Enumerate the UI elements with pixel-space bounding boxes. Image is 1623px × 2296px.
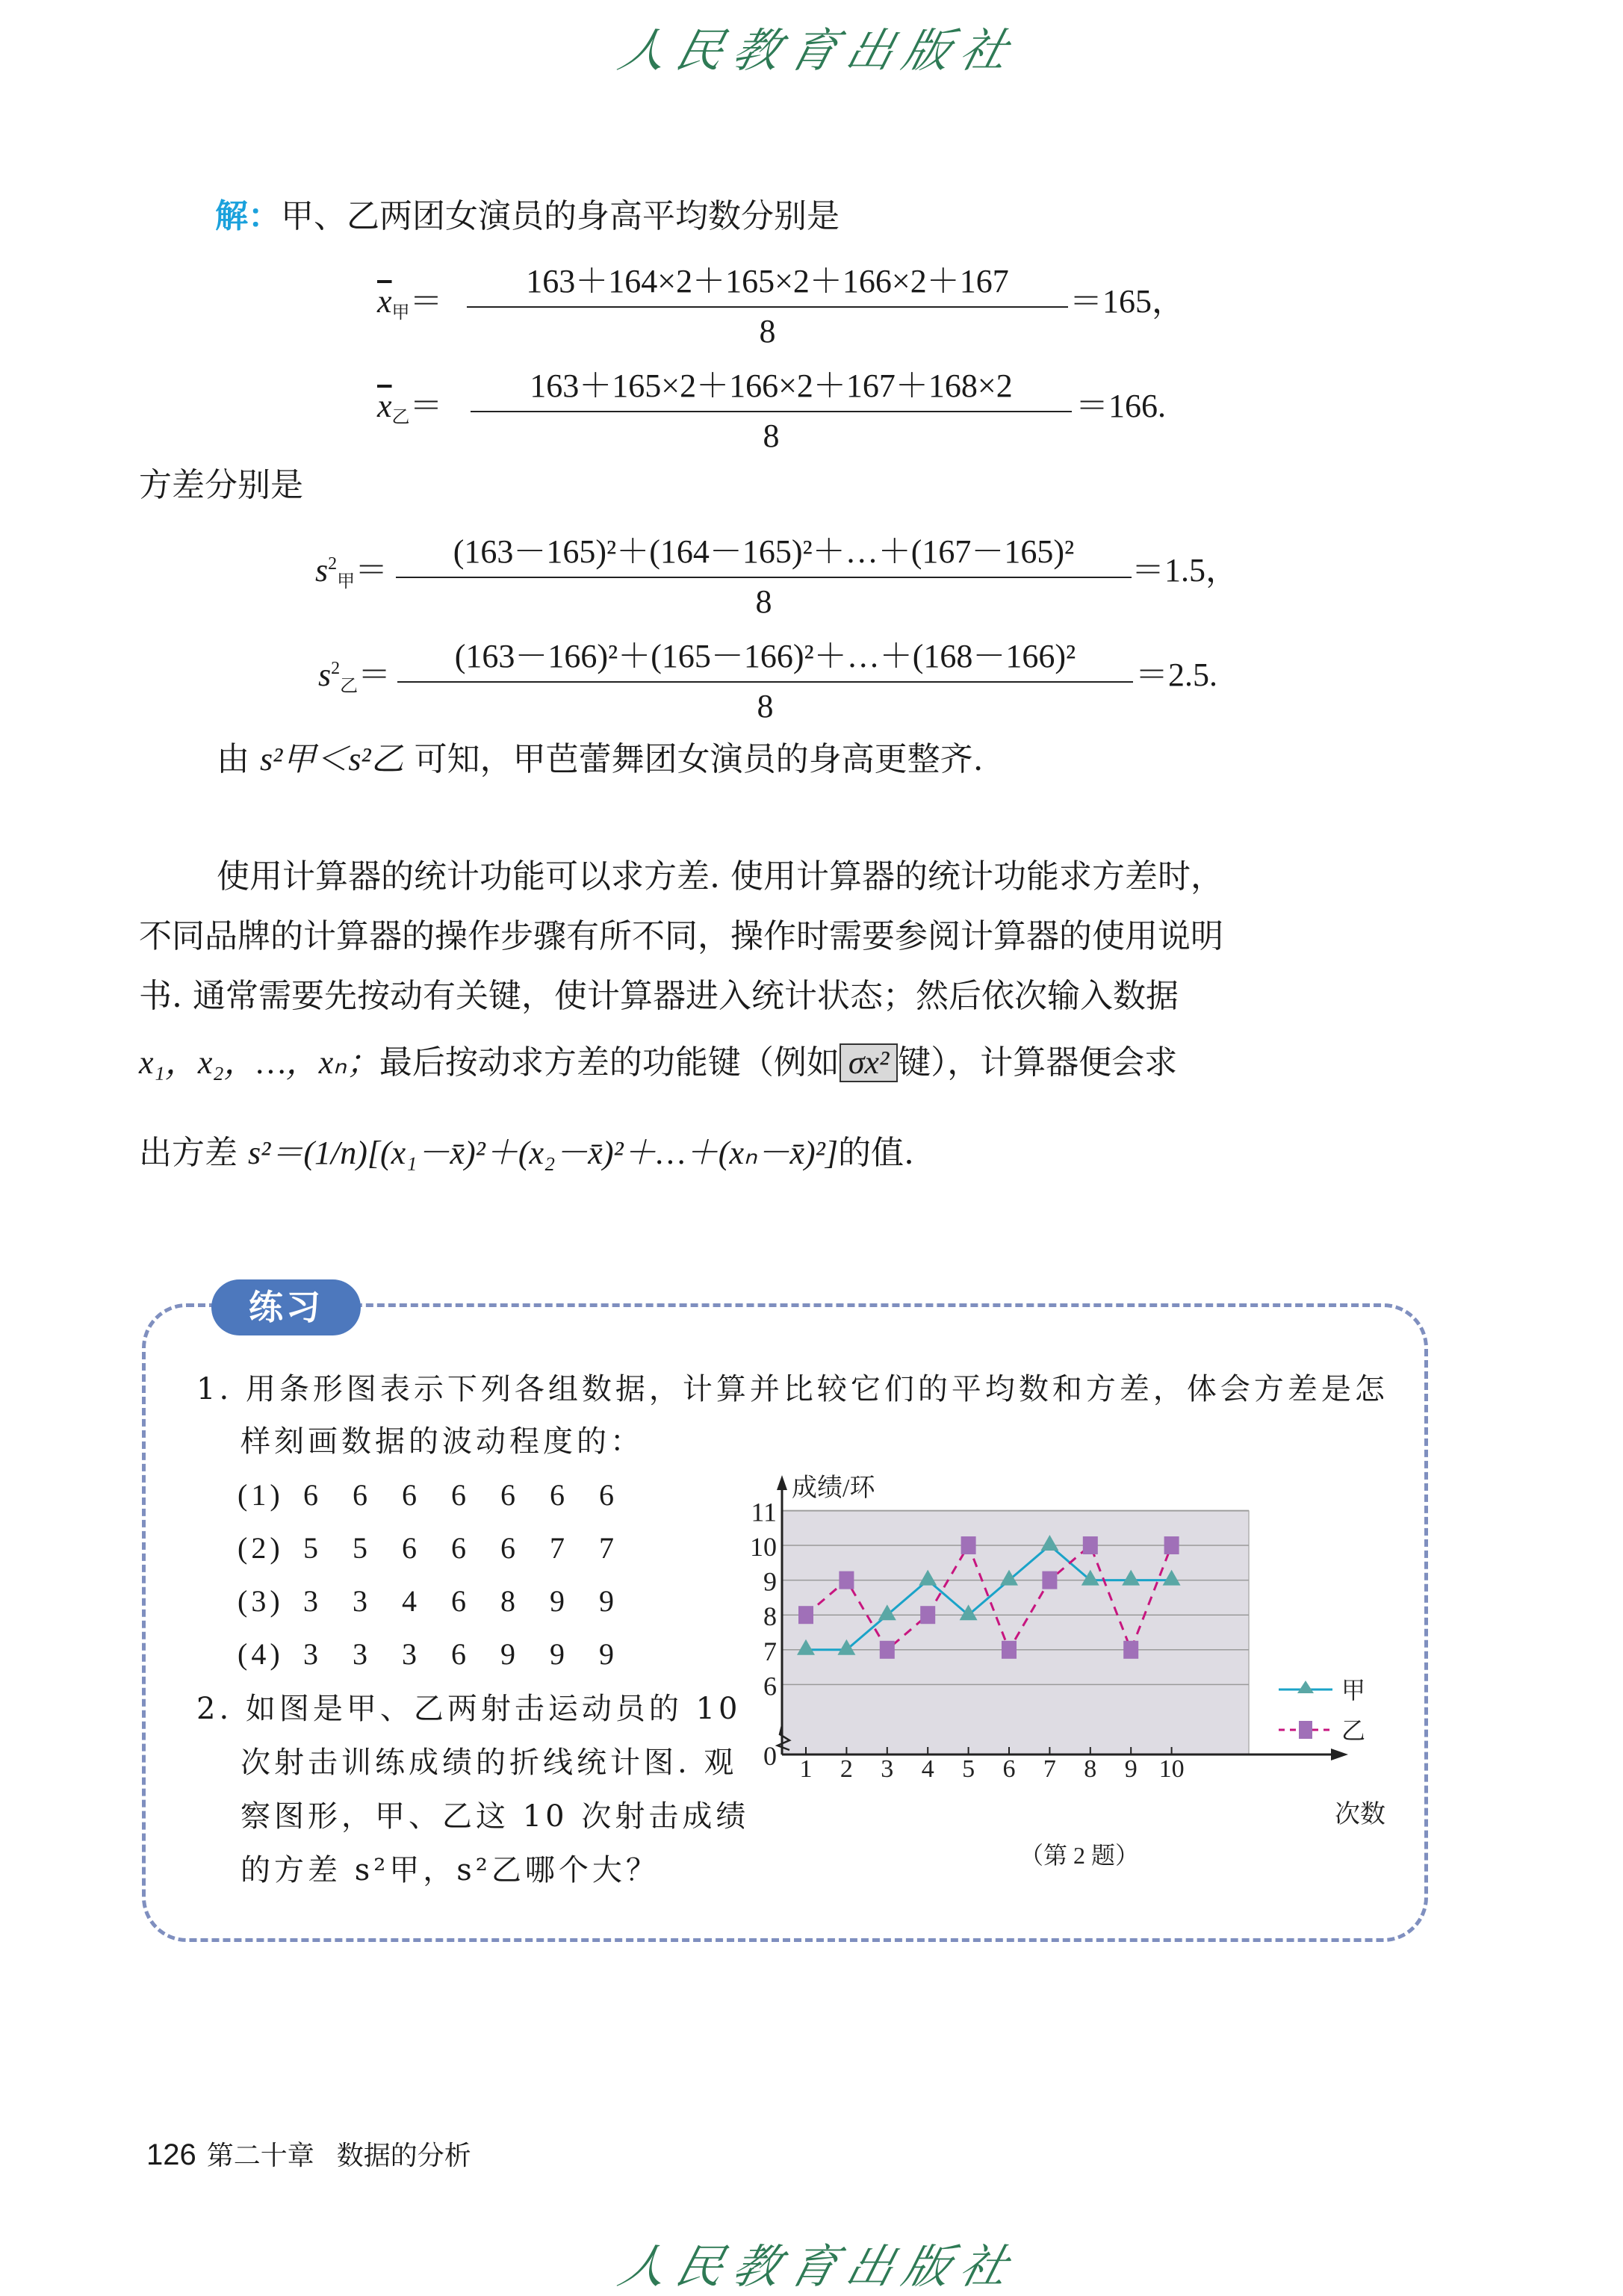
square-marker-icon — [798, 1606, 813, 1624]
data-value: 6 — [451, 1584, 470, 1618]
square-marker-icon — [1123, 1641, 1138, 1659]
y-axis-label: 成绩/环 — [792, 1474, 875, 1502]
x-tick-label: 1 — [799, 1755, 813, 1783]
data-value: 6 — [500, 1478, 519, 1512]
var-yi-result: ＝2.5. — [1135, 657, 1217, 693]
data-value: 6 — [402, 1478, 421, 1512]
legend-square-icon — [1299, 1721, 1312, 1739]
question-2-line-2: 次射击训练成绩的折线统计图. 观 — [240, 1746, 738, 1780]
mean-jia-lhs: $\overline{x}_甲=$ — [377, 283, 443, 323]
square-marker-icon — [961, 1536, 976, 1554]
square-marker-icon — [920, 1606, 935, 1624]
section-label: 数据的分析 — [336, 2141, 471, 2171]
square-marker-icon — [839, 1571, 854, 1589]
page-number: 126 — [146, 2138, 196, 2171]
mean-yi-fraction: 163＋165×2＋166×2＋167＋168×2 8 — [471, 359, 1072, 455]
x-tick-label: 2 — [840, 1755, 853, 1783]
data-value: 6 — [402, 1531, 421, 1565]
data-set-label: (2) — [238, 1531, 284, 1565]
square-marker-icon — [880, 1641, 895, 1659]
data-value: 3 — [303, 1637, 322, 1671]
var-jia-fraction: (163－165)²＋(164－165)²＋…＋(167－165)² 8 — [396, 524, 1132, 621]
solution-label: 解： — [215, 197, 281, 235]
var-jia-lhs: $s^2_甲=$ — [315, 552, 388, 592]
y-tick-label: 9 — [763, 1566, 777, 1597]
sigma-x-squared-key: σx² — [840, 1043, 898, 1082]
data-value: 3 — [353, 1584, 371, 1618]
square-marker-icon — [1164, 1536, 1179, 1554]
paragraph-line-5: 出方差 s²＝(1/n)[(x₁－x̄)²＋(x₂－x̄)²＋…＋(xₙ－x̄)²]的值. — [139, 1134, 915, 1172]
y-tick-label: 10 — [750, 1532, 777, 1562]
y-tick-label: 8 — [763, 1601, 777, 1632]
exercise-badge: 练习 — [211, 1279, 361, 1335]
legend-triangle-icon — [1297, 1681, 1314, 1693]
x-tick-label: 7 — [1043, 1755, 1056, 1783]
page-footer — [146, 2135, 471, 2173]
y-tick-label: 11 — [751, 1497, 777, 1527]
var-yi-fraction: (163－166)²＋(165－166)²＋…＋(168－166)² 8 — [397, 629, 1133, 725]
data-value: 4 — [402, 1584, 421, 1618]
conclusion-math: s²甲＜s²乙 — [260, 741, 404, 778]
y-tick-label: 6 — [763, 1671, 777, 1701]
data-value: 6 — [353, 1478, 371, 1512]
solution-conclusion: 由 s²甲＜s²乙 可知，甲芭蕾舞团女演员的身高更整齐. — [217, 740, 984, 778]
square-marker-icon — [1083, 1536, 1098, 1554]
question-1-line-1: 1. 用条形图表示下列各组数据，计算并比较它们的平均数和方差，体会方差是怎 — [196, 1372, 1388, 1406]
publisher-logo-bottom: 人民教育出版社 — [613, 2239, 1025, 2294]
data-value: 3 — [402, 1637, 421, 1671]
data-set-label: (3) — [238, 1584, 284, 1618]
mean-yi-lhs: $\overline{x}_乙=$ — [377, 388, 443, 427]
mean-jia-fraction: 163＋164×2＋165×2＋166×2＋167 8 — [467, 254, 1068, 350]
data-value: 7 — [599, 1531, 618, 1565]
variance-formula: s²＝(1/n)[(x₁－x̄)²＋(x₂－x̄)²＋…＋(xₙ－x̄)²] — [248, 1135, 839, 1171]
data-set-label: (4) — [238, 1637, 284, 1671]
data-value: 9 — [599, 1637, 618, 1671]
question-2-line-4: 的方差 s²甲，s²乙哪个大？ — [240, 1853, 660, 1887]
question-1-line-2: 样刻画数据的波动程度的： — [240, 1424, 644, 1459]
data-value: 7 — [550, 1531, 568, 1565]
data-value: 5 — [353, 1531, 371, 1565]
data-value: 9 — [500, 1637, 519, 1671]
data-value: 5 — [303, 1531, 322, 1565]
square-marker-icon — [1042, 1571, 1057, 1589]
y-axis-arrow-icon — [777, 1475, 787, 1490]
x-tick-label: 10 — [1158, 1755, 1185, 1783]
data-value: 6 — [303, 1478, 322, 1512]
x-tick-label: 4 — [921, 1755, 934, 1783]
solution-intro: 甲、乙两团女演员的身高平均数分别是 — [281, 197, 840, 235]
data-value: 3 — [353, 1637, 371, 1671]
variance-intro: 方差分别是 — [139, 466, 303, 504]
mean-yi-result: ＝166. — [1076, 388, 1166, 424]
question-2-line-1: 2. 如图是甲、乙两射击运动员的 10 — [196, 1692, 742, 1726]
data-value: 6 — [451, 1637, 470, 1671]
data-value: 3 — [303, 1584, 322, 1618]
legend-label: 甲 — [1341, 1677, 1366, 1704]
y-tick-label: 0 — [763, 1741, 777, 1771]
x-axis-label: 次数 — [1335, 1801, 1385, 1828]
x-tick-label: 9 — [1124, 1755, 1138, 1783]
data-set-label: (1) — [238, 1478, 284, 1512]
x-tick-label: 8 — [1084, 1755, 1097, 1783]
var-yi-lhs: $s^2_乙=$ — [318, 657, 391, 696]
data-value: 6 — [550, 1478, 568, 1512]
data-value: 8 — [500, 1584, 519, 1618]
data-value: 9 — [599, 1584, 618, 1618]
mean-jia-result: ＝165， — [1070, 283, 1185, 320]
x-axis-arrow-icon — [1331, 1749, 1348, 1760]
var-jia-result: ＝1.5， — [1132, 552, 1238, 589]
x-tick-label: 5 — [962, 1755, 975, 1783]
data-value: 6 — [599, 1478, 618, 1512]
data-value: 6 — [451, 1531, 470, 1565]
paragraph-line-3: 书. 通常需要先按动有关键，使计算器进入统计状态；然后依次输入数据 — [139, 977, 1179, 1015]
question-2-line-3: 察图形，甲、乙这 10 次射击成绩 — [240, 1799, 750, 1834]
data-value: 6 — [500, 1531, 519, 1565]
paragraph-line-1: 使用计算器的统计功能可以求方差. 使用计算器的统计功能求方差时， — [217, 857, 1223, 896]
y-tick-label: 7 — [763, 1636, 777, 1666]
data-value: 9 — [550, 1584, 568, 1618]
chart-caption: （第 2 题） — [1019, 1842, 1140, 1869]
legend-label: 乙 — [1341, 1717, 1366, 1744]
publisher-logo-top: 人民教育出版社 — [613, 23, 1025, 78]
paragraph-line-2: 不同品牌的计算器的操作步骤有所不同，操作时需要参阅计算器的使用说明 — [139, 917, 1223, 955]
paragraph-line-4: x₁，x₂，…，xₙ；最后按动求方差的功能键（例如 σx² 键），计算器便会求 — [139, 1043, 1178, 1082]
square-marker-icon — [1002, 1641, 1017, 1659]
chapter-label: 第二十章 — [206, 2141, 314, 2171]
data-value: 9 — [550, 1637, 568, 1671]
x-tick-label: 3 — [881, 1755, 894, 1783]
x-tick-label: 6 — [1002, 1755, 1016, 1783]
data-value: 6 — [451, 1478, 470, 1512]
